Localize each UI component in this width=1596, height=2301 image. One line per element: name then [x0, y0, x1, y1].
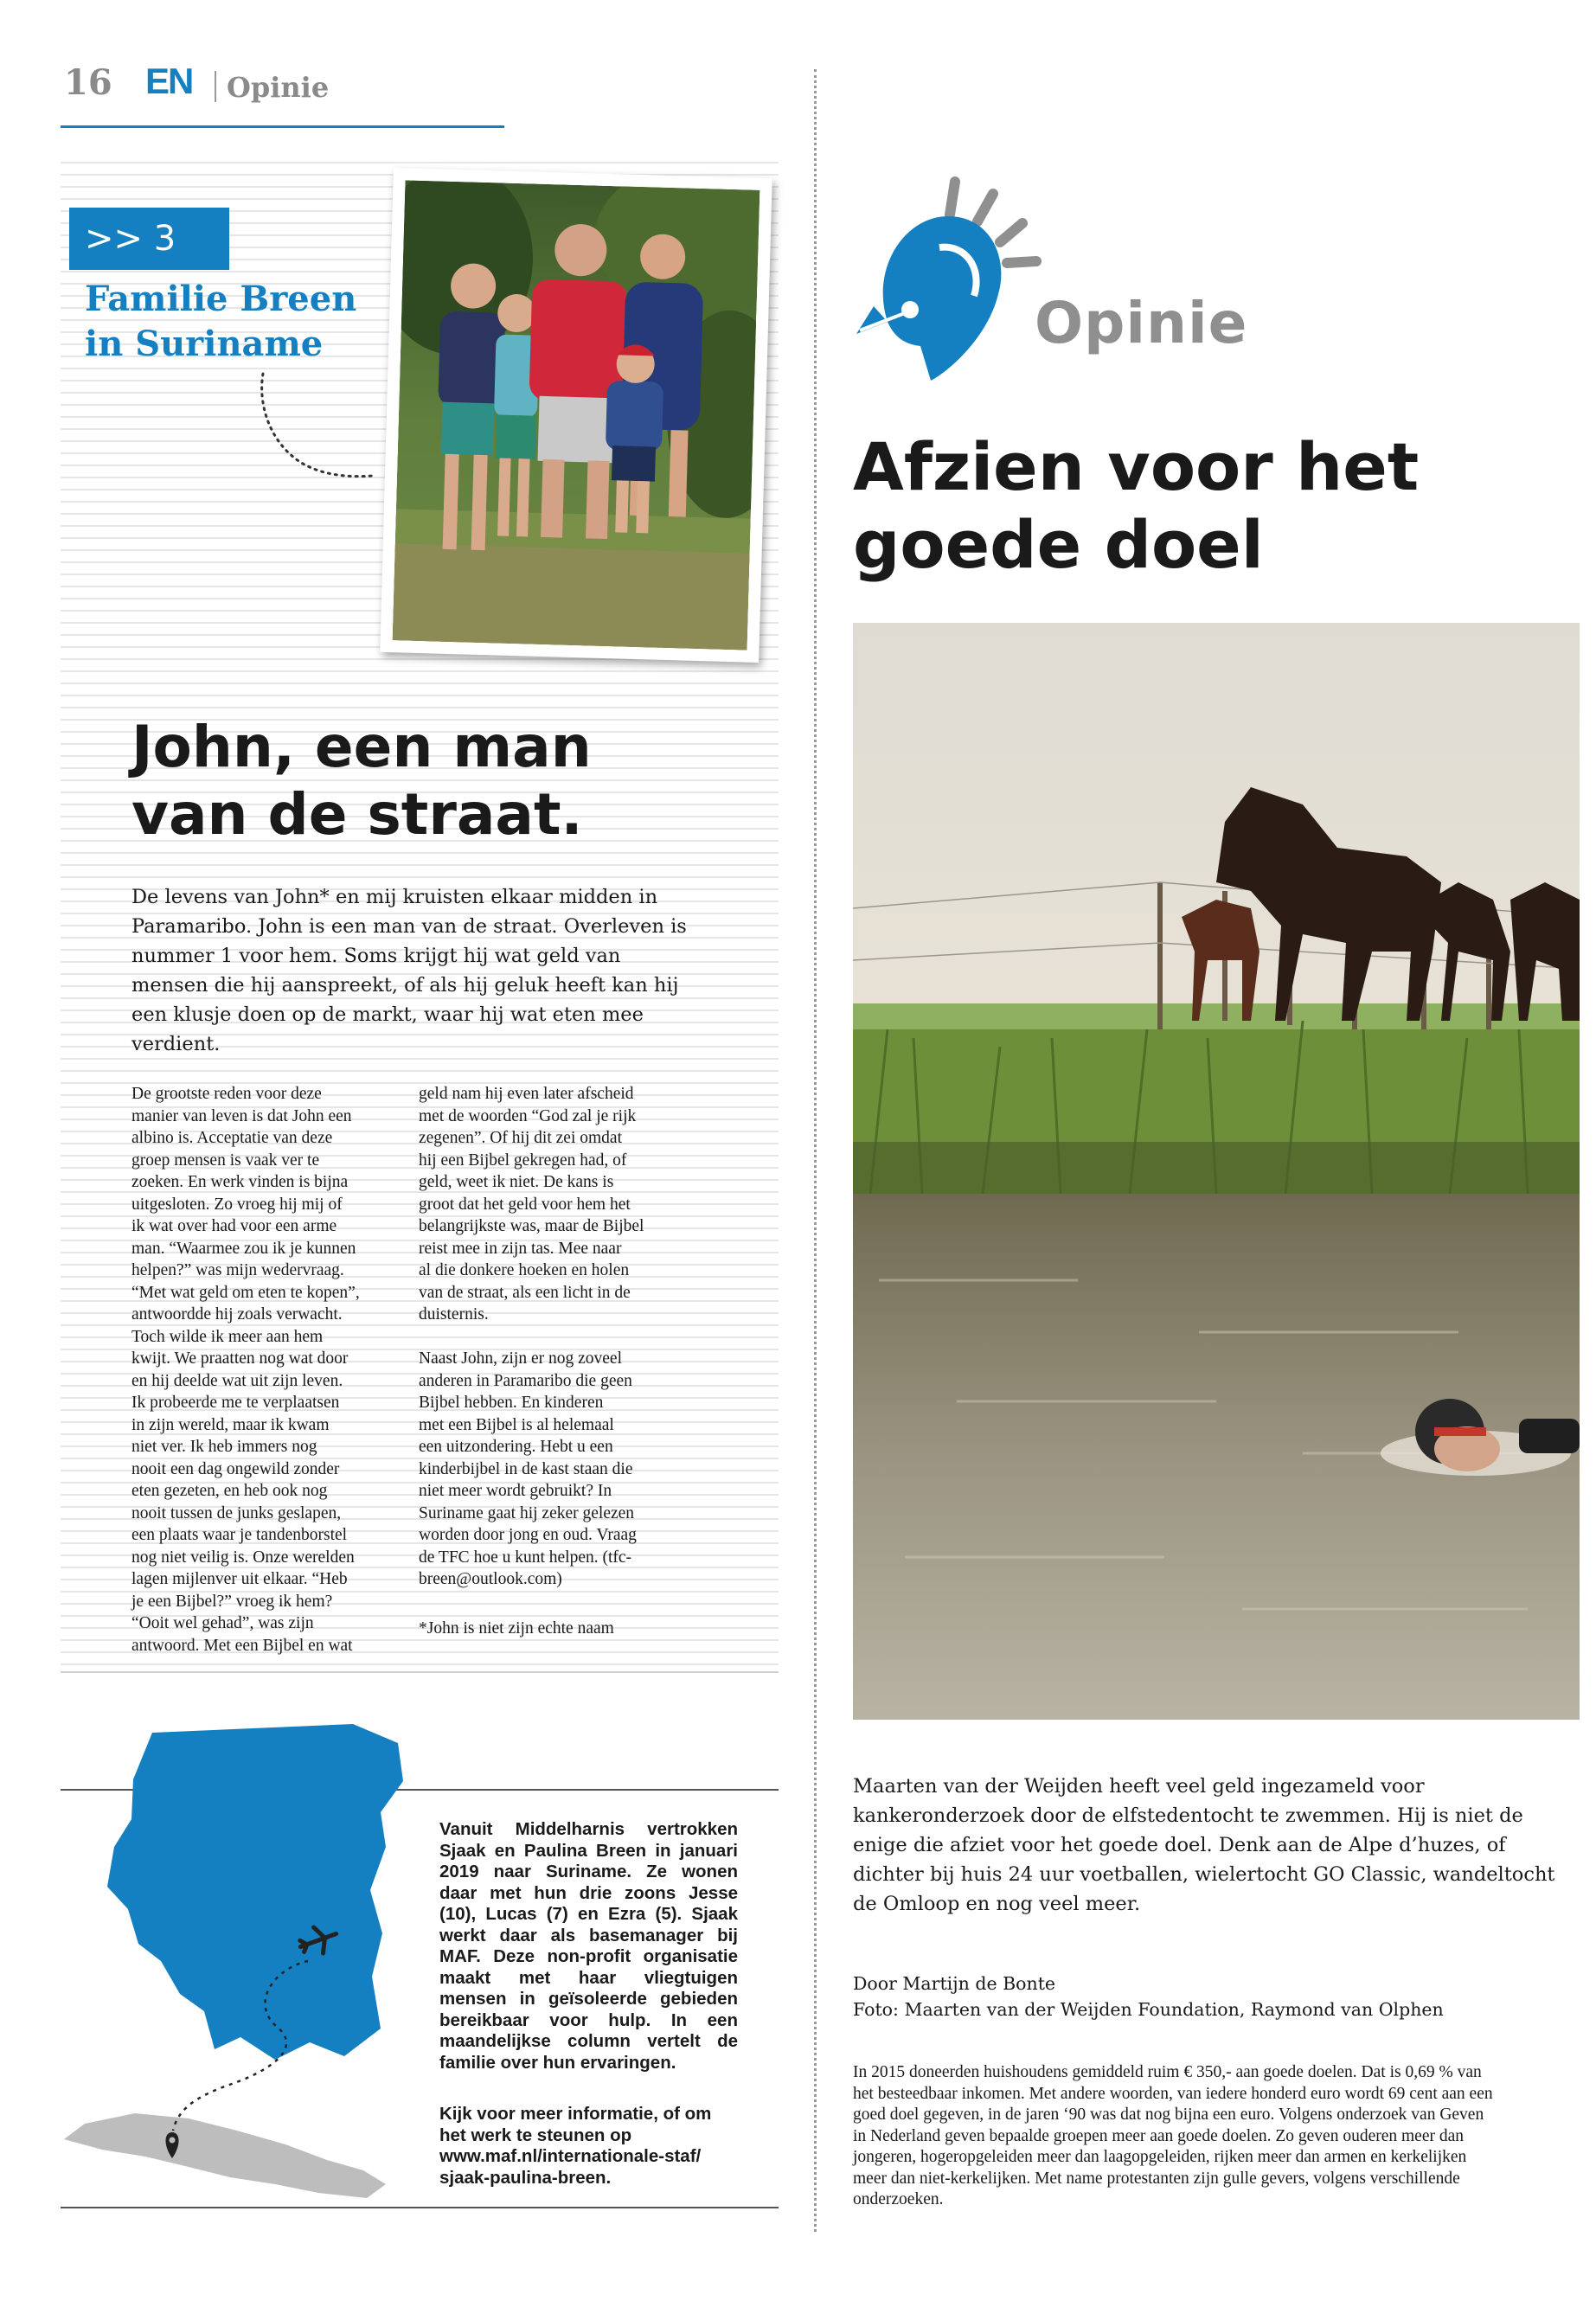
- column-number-badge: >> 3: [69, 208, 229, 270]
- article-column-2: geld nam hij even later afscheid met de woorden “God zal je rijk zegenen”. Of hij dit zei omdat hij een Bijbel gekregen had, of geld, weet ik niet. De kans is groot dat het geld voor hem het belangrijkste was, maar de Bijbel reist mee in zijn tas. Mee naar al die donkere hoeken en holen van de straat, als een licht in de duisternis. Naast John, zijn er nog zoveel anderen in Paramaribo die geen Bijbel hebben. En kinderen met een Bijbel is al helemaal een uitzondering. Hebt u een kinderbijbel in de kast staan die niet meer wordt gebruikt? In Suriname gaat hij zeker gelezen worden door jong en oud. Vraag de TFC hoe u kunt helpen. (tfc- breen@outlook.com): [419, 1085, 644, 1588]
- swimmer-horses-photo-icon: [853, 623, 1580, 1720]
- info-box-bottom-rule: [61, 2207, 779, 2208]
- column-divider: [814, 69, 817, 2232]
- main-article-title: Afzien voor het goede doel: [853, 428, 1420, 583]
- section-label: Opinie: [227, 71, 330, 104]
- main-article-intro: Maarten van der Weijden heeft veel geld ingezameld voor kankeronderzoek door de elfstedentocht te zwemmen. Hij is niet de enige die afziet voor het goede doel. Denk aan de Alpe d’huzes, of dichter bij huis 24 uur voetballen, wielertocht GO Classic, wandeltocht de Omloop en nog veel meer.: [853, 1775, 1555, 1915]
- byline-photo-credit: Foto: Maarten van der Weijden Foundation, Raymond van Olphen: [853, 1999, 1444, 2020]
- byline: [853, 1971, 1562, 2022]
- article-column-1: De grootste reden voor deze manier van leven is dat John een albino is. Acceptatie van deze groep mensen is vaak ver te zoeken. En werk vinden is bijna uitgesloten. Zo vroeg hij mij of ik wat over had voor een arme man. “Waarmee zou ik je kunnen helpen?” was mijn wedervraag. “Met wat geld om eten te kopen”, antwoordde hij zoals verwacht. Toch wilde ik meer aan hem kwijt. We praatten nog wat door en hij deelde wat uit zijn leven. Ik probeerde me te verplaatsen in zijn wereld, maar ik kwam niet ver. Ik heb immers nog nooit een dag ongewild zonder eten gezeten, en heb ook nog nooit tussen de junks geslapen, een plaats waar je tandenborstel nog niet veilig is. Onze werelden lagen mijlenver uit elkaar. “Heb je een Bijbel?” vroeg ik hem? “Ooit wel gehad”, was zijn antwoord. Met een Bijbel en wat: [131, 1085, 360, 1655]
- header-separator: [215, 71, 216, 102]
- swimmer-horses-photo: [853, 623, 1580, 1720]
- family-photo-icon: [393, 180, 760, 650]
- article-title: John, een man van de straat.: [131, 714, 592, 848]
- family-title: Familie Breen in Suriname: [85, 279, 357, 364]
- article-footnote: *John is niet zijn echte naam: [419, 1619, 614, 1638]
- facts-paragraph: In 2015 doneerden huishoudens gemiddeld ruim € 350,- aan goede doelen. Dat is 0,69 % van het besteedbaar inkomen. Met andere woorden, van iedere honderd euro wordt 69 cent aan een goed doel gegeven, in de jaren ‘90 was dat nog bijna een euro. Volgens onderzoek van Geven in Nederland geven bepaalde groepen meer aan goede doelen. Zo geven ouderen meer dan jongeren, hogeropgeleiden meer dan laagopgeleiden, rijken meer dan armen en kerkelijken meer dan niet-kerkelijken. Met name protestanten zijn gulle gevers, volgens verschillende onderzoeken.: [853, 2063, 1493, 2208]
- family-photo: [380, 168, 772, 663]
- notebook-bottom-rule: [61, 1671, 779, 1673]
- brand-logo: EN: [145, 61, 193, 101]
- dotted-arrow-icon: [251, 370, 381, 487]
- page-number: 16: [64, 62, 112, 103]
- suriname-map-icon: [59, 1717, 431, 2202]
- article-intro: De levens van John* en mij kruisten elkaar midden in Paramaribo. John is een man van de straat. Overleven is nummer 1 voor hem. Soms krijgt hij wat geld van mensen die hij aanspreekt, of als hij geluk heeft kan hij een klusje doen op de markt, waar hij wat eten mee verdient.: [131, 886, 687, 1055]
- info-box-link-text: Kijk voor meer informatie, of om het werk te steunen op www.maf.nl/internationale-staf/ sjaak-paulina-breen.: [439, 2104, 712, 2188]
- opinie-logo-label: Opinie: [1035, 290, 1248, 356]
- byline-author: Door Martijn de Bonte: [853, 1973, 1056, 1994]
- header-rule: [61, 125, 504, 128]
- info-box-text: Vanuit Middelharnis vertrokken Sjaak en Paulina Breen in januari 2019 naar Suriname. Ze wonen daar met hun drie zoons Jesse (10), Lucas (7) en Ezra (5). Sjaak werkt daar als basemanager bij MAF. Deze non-profit organisatie maakt met haar vliegtuigen mensen in geïsoleerde gebieden bereikbaar voor hulp. In een maandelijkse column vertelt de familie over hun ervaringen.: [439, 1819, 738, 2073]
